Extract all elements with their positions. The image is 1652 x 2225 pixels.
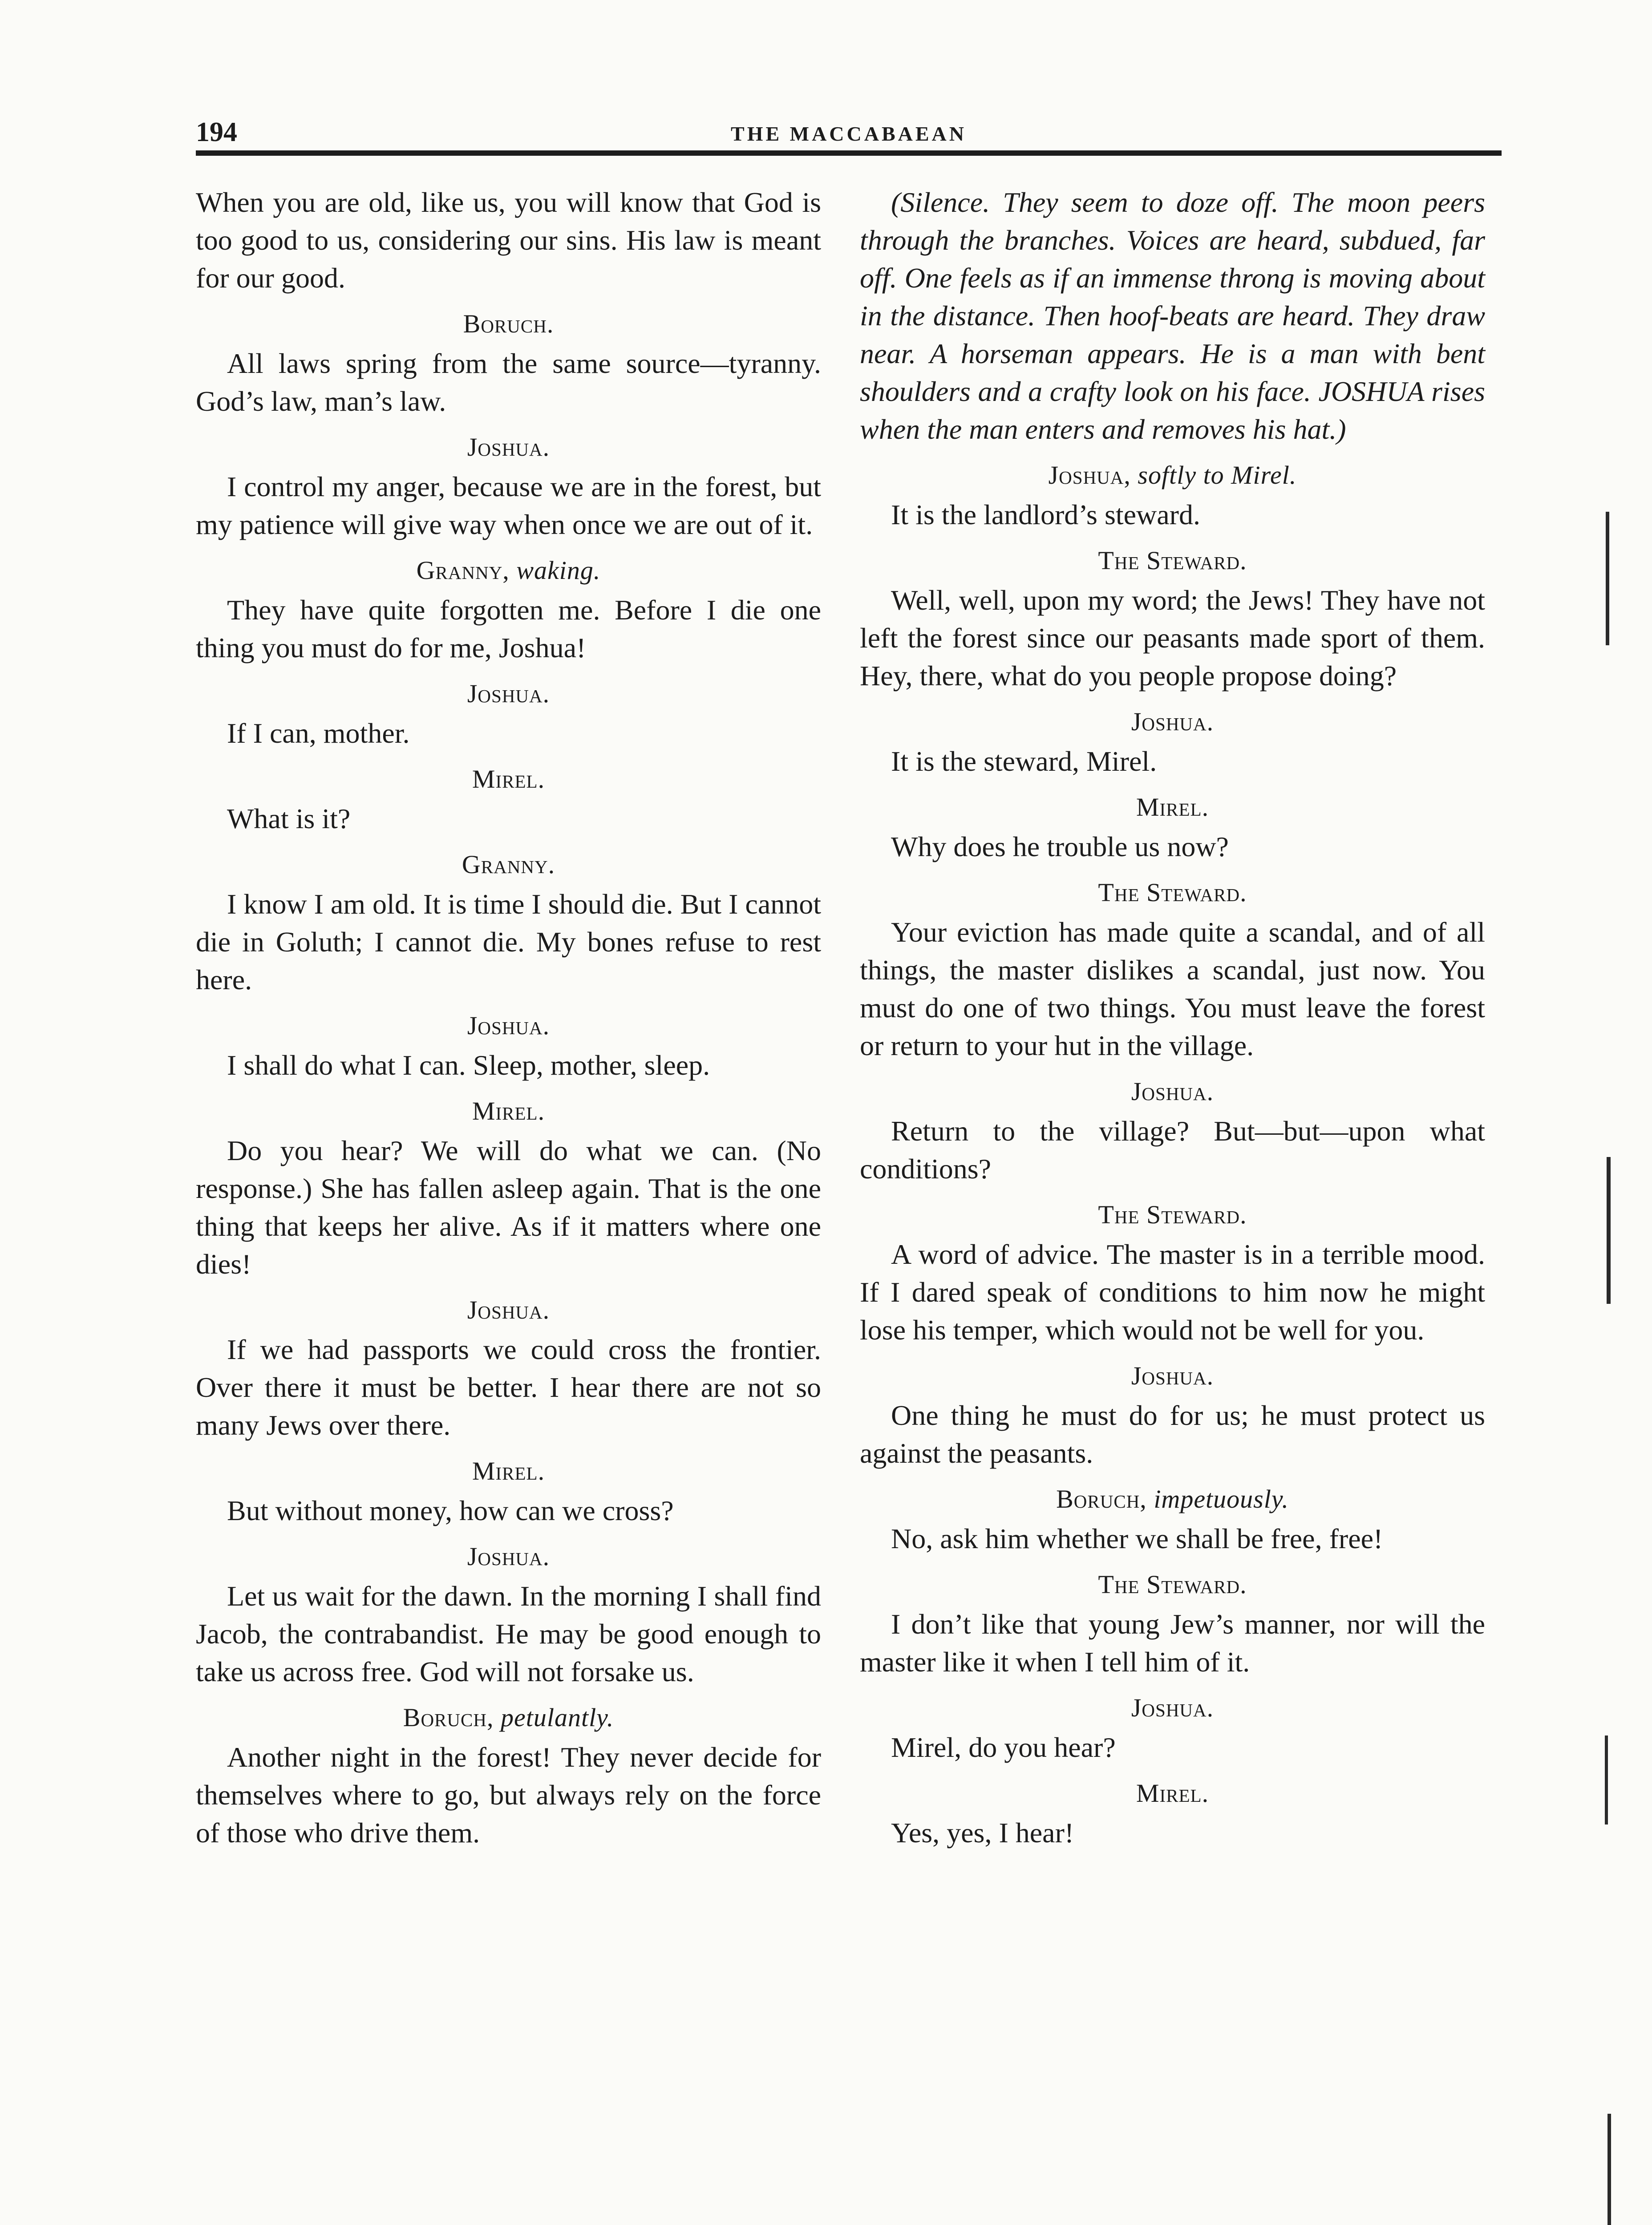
dialogue-paragraph: One thing he must do for us; he must protect us against the peasants. [860, 1400, 1485, 1469]
dialogue-paragraph: Return to the village? But—but—upon what conditions? [860, 1115, 1485, 1185]
speaker-name [860, 1072, 1485, 1110]
speaker-label: Joshua. [1131, 707, 1214, 736]
dialogue-paragraph: Why does he trouble us now? [891, 831, 1229, 862]
speaker-name [860, 788, 1485, 826]
speaker-label: Mirel. [1136, 1779, 1209, 1808]
speaker-name [196, 846, 821, 883]
speaker-name [196, 1291, 821, 1329]
speaker-label: The Steward. [1098, 1200, 1247, 1229]
speaker-label: Mirel. [472, 1456, 545, 1485]
speaker-label: Boruch. [463, 309, 554, 338]
speaker-label: Joshua. [467, 1542, 550, 1571]
dialogue-paragraph: All laws spring from the same source—tyranny. God’s law, man’s law. [196, 348, 821, 417]
speaker-label: Joshua. [1131, 1693, 1214, 1722]
speaker-name [860, 1774, 1485, 1812]
speaker-name [860, 874, 1485, 911]
margin-scan-mark [1606, 512, 1609, 645]
speaker-label: Boruch, [1056, 1485, 1147, 1513]
dialogue-paragraph: I shall do what I can. Sleep, mother, sleep. [227, 1049, 710, 1081]
dialogue-paragraph: Do you hear? We will do what we can. (No response.) She has fallen asleep again. That is the one thing that keeps her alive. As if it matters where one dies! [196, 1135, 821, 1280]
speaker-name [860, 1689, 1485, 1727]
speaker-name [196, 1699, 821, 1736]
stage-direction-paragraph: (Silence. They seem to doze off. The moon peers through the branches. Voices are heard, subdued, far off. One feels as if an immense throng is moving about in the distance. Then hoof-beats are heard. They draw near. A horseman appears. He is a man with bent shoulders and a crafty look on his face. JOSHUA rises when the man enters and removes his hat.) [860, 186, 1485, 445]
speaker-label: Joshua. [467, 1011, 550, 1040]
dialogue-paragraph: No, ask him whether we shall be free, free! [891, 1523, 1383, 1554]
dialogue-paragraph: If we had passports we could cross the frontier. Over there it must be better. I hear there are not so many Jews over there. [196, 1334, 821, 1441]
speaker-label: Joshua. [467, 1295, 550, 1324]
speaker-name [860, 456, 1485, 494]
dialogue-paragraph: It is the steward, Mirel. [891, 745, 1157, 777]
dialogue-paragraph: Well, well, upon my word; the Jews! They have not left the forest since our peasants made sport of them. Hey, there, what do you people propose doing? [860, 584, 1485, 692]
dialogue-paragraph: I control my anger, because we are in the forest, but my patience will give way when once we are out of it. [196, 471, 821, 540]
speaker-name [196, 428, 821, 466]
dialogue-paragraph: They have quite forgotten me. Before I die one thing you must do for me, Joshua! [196, 594, 821, 663]
speaker-name [196, 551, 821, 589]
speaker-name [860, 1357, 1485, 1395]
dialogue-paragraph: When you are old, like us, you will know that God is too good to us, considering our sins. His law is meant for our good. [196, 186, 821, 294]
dialogue-paragraph: Let us wait for the dawn. In the morning I shall find Jacob, the contrabandist. He may be good enough to take us across free. God will not forsake us. [196, 1580, 821, 1687]
speaker-label: Joshua. [467, 679, 550, 708]
dialogue-paragraph: It is the landlord’s steward. [891, 499, 1200, 530]
left-column [196, 183, 821, 1852]
dialogue-paragraph: A word of advice. The master is in a terrible mood. If I dared speak of conditions to him now he might lose his temper, which would not be well for you. [860, 1238, 1485, 1346]
speaker-label: Granny. [462, 850, 555, 879]
dialogue-paragraph: What is it? [227, 803, 351, 834]
speaker-name [860, 1566, 1485, 1603]
speaker-name [196, 1452, 821, 1490]
speaker-name [196, 675, 821, 712]
page-header [196, 117, 1502, 148]
speaker-label: Mirel. [1136, 793, 1209, 821]
speaker-label: Joshua. [1131, 1361, 1214, 1390]
speaker-name [196, 1007, 821, 1044]
stage-direction: waking. [516, 556, 601, 585]
speaker-name [196, 305, 821, 343]
speaker-label: The Steward. [1098, 546, 1247, 575]
speaker-name [860, 542, 1485, 579]
speaker-label: The Steward. [1098, 878, 1247, 907]
running-head: THE MACCABAEAN [731, 122, 967, 145]
speaker-label: Mirel. [472, 1096, 545, 1125]
dialogue-paragraph: Yes, yes, I hear! [891, 1817, 1074, 1849]
margin-scan-mark [1607, 1157, 1611, 1304]
dialogue-paragraph: I know I am old. It is time I should die. But I cannot die in Goluth; I cannot die. My bones refuse to rest here. [196, 888, 821, 995]
speaker-label: Joshua. [467, 433, 550, 461]
speaker-label: Boruch, [403, 1703, 494, 1732]
margin-scan-mark [1607, 2114, 1611, 2225]
page-number: 194 [196, 117, 237, 147]
stage-direction: softly to Mirel. [1138, 461, 1297, 490]
speaker-label: Joshua. [1131, 1077, 1214, 1106]
speaker-name [196, 760, 821, 798]
dialogue-paragraph: Another night in the forest! They never decide for themselves where to go, but always rely on the force of those who drive them. [196, 1741, 821, 1849]
speaker-name [860, 703, 1485, 740]
speaker-label: Joshua, [1048, 461, 1131, 490]
margin-scan-mark [1605, 1736, 1608, 1824]
stage-direction: impetuously. [1154, 1485, 1289, 1513]
dialogue-paragraph: I don’t like that young Jew’s manner, nor will the master like it when I tell him of it. [860, 1608, 1485, 1678]
speaker-name [196, 1537, 821, 1575]
dialogue-paragraph: Mirel, do you hear? [891, 1731, 1116, 1763]
dialogue-paragraph: Your eviction has made quite a scandal, and of all things, the master dislikes a scandal, just now. You must do one of two things. You must leave the forest or return to your hut in the village. [860, 916, 1485, 1061]
dialogue-paragraph: But without money, how can we cross? [227, 1495, 674, 1526]
speaker-name [860, 1480, 1485, 1518]
speaker-name [860, 1196, 1485, 1234]
header-rule [196, 150, 1502, 156]
speaker-label: The Steward. [1098, 1570, 1247, 1599]
speaker-label: Mirel. [472, 765, 545, 793]
speaker-label: Granny, [416, 556, 510, 585]
right-column [860, 183, 1485, 1852]
stage-direction: petulantly. [500, 1703, 614, 1732]
dialogue-paragraph: If I can, mother. [227, 717, 410, 749]
speaker-name [196, 1092, 821, 1130]
